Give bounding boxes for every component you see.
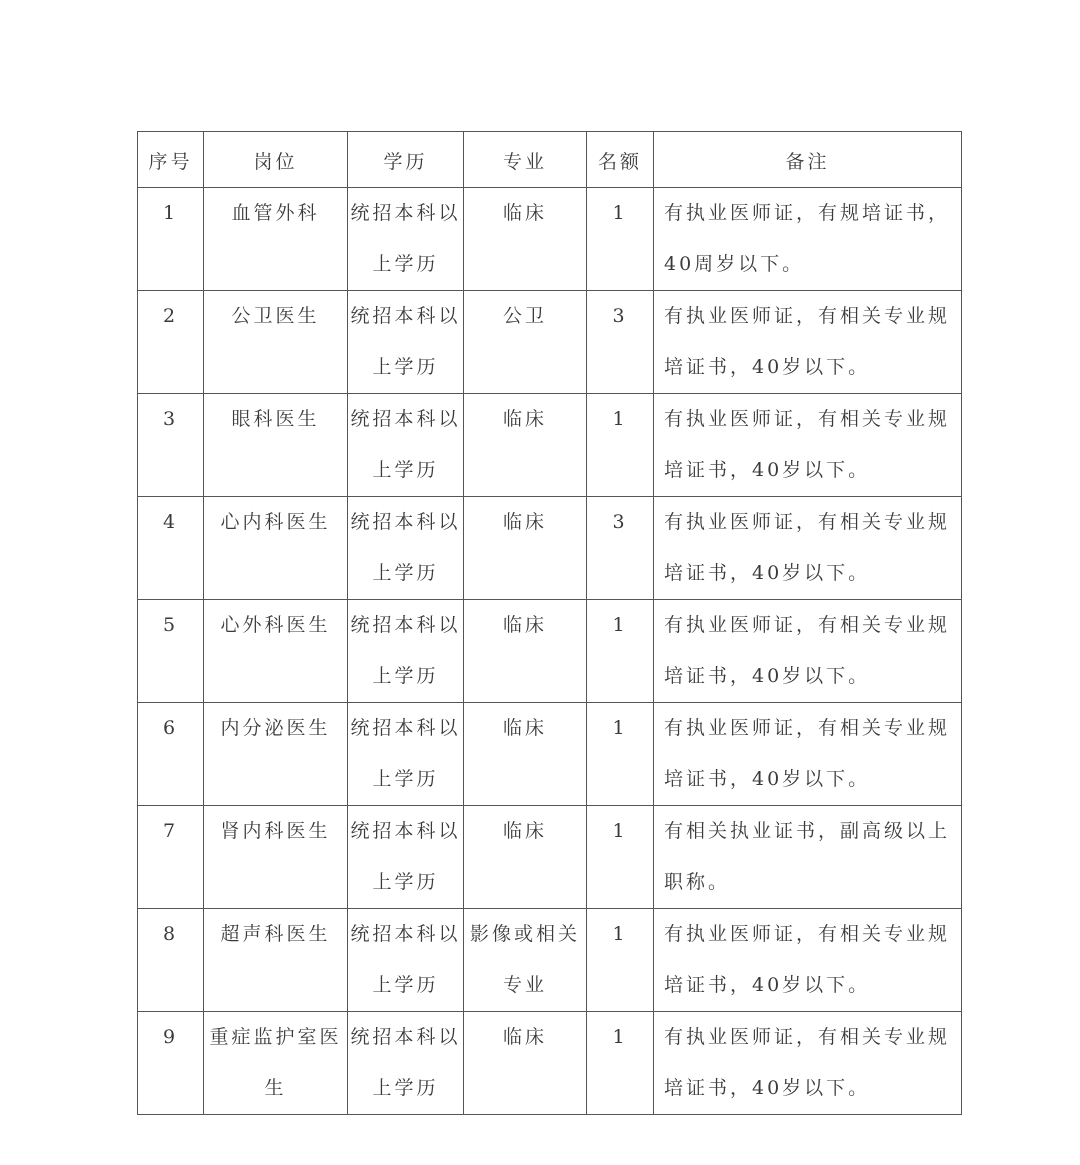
cell-remark: 有执业医师证，有相关专业规培证书，40岁以下。 (654, 703, 962, 806)
cell-education: 统招本科以上学历 (348, 497, 464, 600)
header-education: 学历 (348, 132, 464, 188)
cell-education: 统招本科以上学历 (348, 600, 464, 703)
cell-quota: 3 (587, 291, 654, 394)
table-row (138, 806, 962, 909)
table-row (138, 188, 962, 291)
cell-quota: 1 (587, 909, 654, 1012)
cell-major: 临床 (464, 394, 587, 497)
header-remark: 备注 (654, 132, 962, 188)
cell-quota: 3 (587, 497, 654, 600)
table-row (138, 291, 962, 394)
table-row (138, 600, 962, 703)
table-header (138, 132, 962, 188)
cell-seq: 5 (138, 600, 204, 703)
header-seq: 序号 (138, 132, 204, 188)
cell-seq: 8 (138, 909, 204, 1012)
cell-quota: 1 (587, 188, 654, 291)
table-row (138, 703, 962, 806)
table-row (138, 497, 962, 600)
cell-seq: 2 (138, 291, 204, 394)
cell-remark: 有相关执业证书，副高级以上职称。 (654, 806, 962, 909)
cell-remark: 有执业医师证，有相关专业规培证书，40岁以下。 (654, 291, 962, 394)
cell-position: 心内科医生 (204, 497, 348, 600)
cell-major: 临床 (464, 600, 587, 703)
cell-position: 重症监护室医生 (204, 1012, 348, 1115)
cell-position: 血管外科 (204, 188, 348, 291)
cell-quota: 1 (587, 394, 654, 497)
cell-position: 内分泌医生 (204, 703, 348, 806)
cell-education: 统招本科以上学历 (348, 1012, 464, 1115)
cell-major: 公卫 (464, 291, 587, 394)
cell-major: 临床 (464, 497, 587, 600)
cell-remark: 有执业医师证，有相关专业规培证书，40岁以下。 (654, 497, 962, 600)
cell-major: 临床 (464, 806, 587, 909)
cell-seq: 7 (138, 806, 204, 909)
table-row (138, 909, 962, 1012)
table-row (138, 394, 962, 497)
cell-education: 统招本科以上学历 (348, 188, 464, 291)
cell-education: 统招本科以上学历 (348, 291, 464, 394)
cell-seq: 6 (138, 703, 204, 806)
cell-quota: 1 (587, 1012, 654, 1115)
header-row (138, 132, 962, 188)
cell-remark: 有执业医师证，有相关专业规培证书，40岁以下。 (654, 394, 962, 497)
cell-seq: 1 (138, 188, 204, 291)
cell-remark: 有执业医师证，有相关专业规培证书，40岁以下。 (654, 1012, 962, 1115)
cell-remark: 有执业医师证，有相关专业规培证书，40岁以下。 (654, 909, 962, 1012)
header-major: 专业 (464, 132, 587, 188)
cell-quota: 1 (587, 600, 654, 703)
recruitment-table (137, 131, 962, 1115)
cell-education: 统招本科以上学历 (348, 806, 464, 909)
cell-major: 临床 (464, 188, 587, 291)
cell-seq: 9 (138, 1012, 204, 1115)
cell-major: 临床 (464, 1012, 587, 1115)
cell-seq: 3 (138, 394, 204, 497)
cell-position: 超声科医生 (204, 909, 348, 1012)
header-position: 岗位 (204, 132, 348, 188)
cell-quota: 1 (587, 703, 654, 806)
header-quota: 名额 (587, 132, 654, 188)
cell-position: 公卫医生 (204, 291, 348, 394)
cell-education: 统招本科以上学历 (348, 909, 464, 1012)
cell-position: 肾内科医生 (204, 806, 348, 909)
cell-education: 统招本科以上学历 (348, 703, 464, 806)
cell-major: 影像或相关专业 (464, 909, 587, 1012)
cell-position: 眼科医生 (204, 394, 348, 497)
cell-major: 临床 (464, 703, 587, 806)
cell-seq: 4 (138, 497, 204, 600)
table-row (138, 1012, 962, 1115)
cell-quota: 1 (587, 806, 654, 909)
table-body (138, 188, 962, 1115)
cell-education: 统招本科以上学历 (348, 394, 464, 497)
cell-remark: 有执业医师证，有规培证书，40周岁以下。 (654, 188, 962, 291)
cell-remark: 有执业医师证，有相关专业规培证书，40岁以下。 (654, 600, 962, 703)
cell-position: 心外科医生 (204, 600, 348, 703)
